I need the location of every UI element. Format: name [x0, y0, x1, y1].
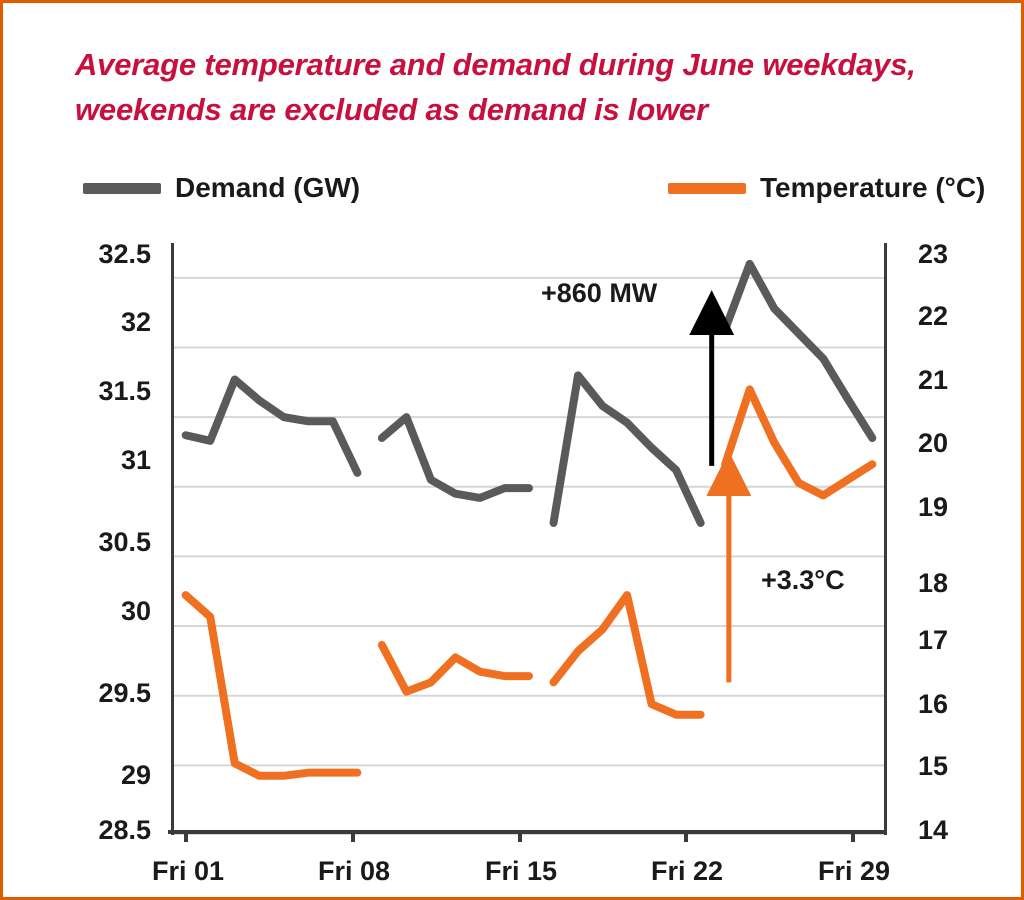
- y-right-tick-19: 19: [918, 492, 949, 522]
- x-tick-fri-15: Fri 15: [484, 856, 558, 886]
- x-tick-mark: [351, 830, 355, 842]
- x-tick-fri-08: Fri 08: [317, 856, 391, 886]
- series-line-demand-seg2: [554, 375, 701, 523]
- x-tick-fri-29: Fri 29: [817, 856, 891, 886]
- annotation-temp-gain: +3.3°C: [761, 565, 845, 595]
- chart-canvas: [171, 243, 887, 835]
- series-line-temperature-seg1: [382, 645, 529, 692]
- x-tick-fri-22: Fri 22: [650, 856, 724, 886]
- legend-swatch-demand: [83, 183, 161, 194]
- series-line-temperature-seg0: [186, 595, 358, 776]
- y-left-tick-30-5: 30.5: [98, 527, 151, 557]
- y-left-tick-29: 29: [120, 760, 151, 790]
- data-series: [186, 264, 873, 776]
- x-tick-mark: [851, 830, 855, 842]
- y-right-tick-15: 15: [918, 751, 949, 781]
- axis-lines: [172, 243, 886, 835]
- annotation-demand-gain: +860 MW: [541, 278, 658, 308]
- plot-area: [171, 243, 887, 835]
- x-tick-mark: [184, 830, 188, 842]
- y-left-tick-29-5: 29.5: [98, 678, 151, 708]
- y-left-tick-31: 31: [120, 445, 151, 475]
- legend-label-demand: Demand (GW): [175, 172, 361, 203]
- y-right-tick-22: 22: [918, 301, 949, 331]
- x-tick-mark: [684, 830, 688, 842]
- y-left-tick-32: 32: [120, 307, 151, 337]
- y-right-tick-20: 20: [918, 428, 949, 458]
- y-right-tick-14: 14: [918, 815, 949, 845]
- gridlines: [171, 278, 887, 835]
- legend-item-temperature[interactable]: [668, 168, 985, 208]
- y-right-tick-17: 17: [918, 625, 949, 655]
- x-axis-line: [168, 830, 884, 834]
- chart-legend: [83, 168, 986, 208]
- y-right-tick-18: 18: [918, 568, 949, 598]
- legend-swatch-temperature: [668, 183, 746, 194]
- legend-item-demand[interactable]: [83, 168, 360, 208]
- y-left-tick-31-5: 31.5: [98, 376, 151, 406]
- y-right-tick-16: 16: [918, 689, 949, 719]
- y-right-tick-23: 23: [918, 239, 949, 269]
- y-left-tick-30: 30: [120, 596, 151, 626]
- x-tick-fri-01: Fri 01: [151, 856, 225, 886]
- y-left-tick-32-5: 32.5: [98, 239, 151, 269]
- page-title: Average temperature and demand during June weekdays, weekends are excluded as demand is lower: [75, 47, 916, 127]
- legend-label-temperature: Temperature (°C): [760, 172, 986, 203]
- y-left-tick-28-5: 28.5: [98, 815, 151, 845]
- series-line-temperature-seg2: [554, 595, 701, 715]
- x-tick-mark: [518, 830, 522, 842]
- y-right-tick-21: 21: [918, 365, 949, 395]
- series-line-demand-seg0: [186, 380, 358, 473]
- series-line-demand-seg3: [725, 264, 872, 438]
